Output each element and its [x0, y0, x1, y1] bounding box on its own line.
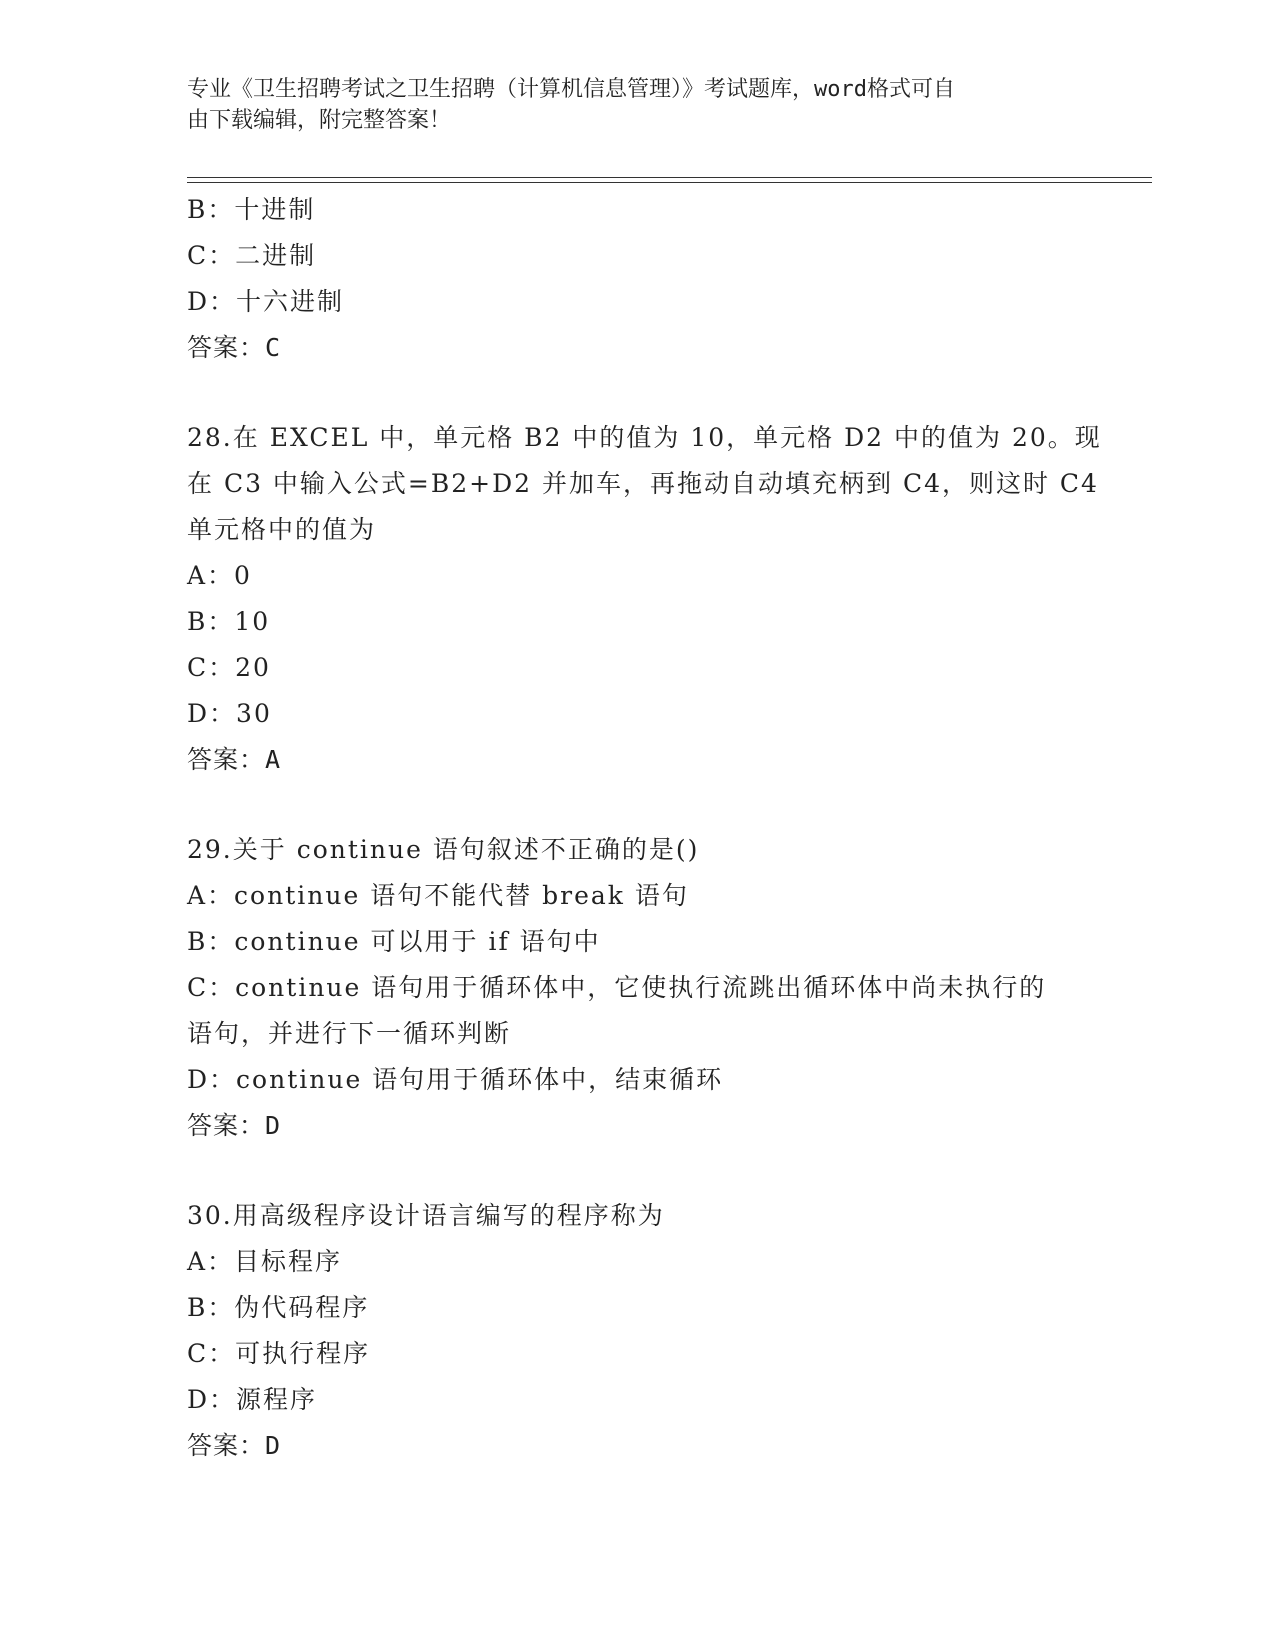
option-d: D：源程序	[187, 1385, 318, 1414]
option-c-line-2: 语句，并进行下一循环判断	[187, 1019, 512, 1048]
option-d: D：30	[187, 699, 272, 728]
option-a: A：continue 语句不能代替 break 语句	[187, 881, 689, 910]
answer-line: 答案：D	[187, 1111, 282, 1140]
option-c-line-1: C：continue 语句用于循环体中，它使执行流跳出循环体中尚未执行的	[187, 973, 1047, 1002]
question-stem-line: 28.在 EXCEL 中，单元格 B2 中的值为 10，单元格 D2 中的值为 20。现	[187, 423, 1102, 452]
document-body	[187, 187, 1102, 1469]
question-stem: 30.用高级程序设计语言编写的程序称为	[187, 1201, 665, 1230]
option-c: C：20	[187, 653, 271, 682]
answer-line: 答案：D	[187, 1431, 282, 1460]
question-30	[187, 1193, 1087, 1469]
document-header	[187, 74, 1087, 136]
answer-line: 答案：C	[187, 333, 282, 362]
spacer	[187, 1149, 1087, 1193]
spacer	[187, 783, 1087, 827]
header-line-2: 由下载编辑，附完整答案！	[187, 108, 452, 133]
option-a: A：目标程序	[187, 1247, 343, 1276]
option-b: B：continue 可以用于 if 语句中	[187, 927, 601, 956]
question-stem-line: 单元格中的值为	[187, 515, 377, 544]
option-b: B：伪代码程序	[187, 1293, 370, 1322]
header-line-1: 专业《卫生招聘考试之卫生招聘（计算机信息管理）》考试题库，word格式可自	[187, 77, 955, 102]
option-d: D：continue 语句用于循环体中，结束循环	[187, 1065, 724, 1094]
question-stem: 29.关于 continue 语句叙述不正确的是()	[187, 835, 700, 864]
answer-line: 答案：A	[187, 745, 282, 774]
header-divider-bottom	[187, 182, 1152, 183]
header-divider-top	[187, 177, 1152, 178]
option-a: A：0	[187, 561, 252, 590]
option-c: C：可执行程序	[187, 1339, 371, 1368]
option-b: B：10	[187, 607, 271, 636]
spacer	[187, 371, 1087, 415]
option-b: B：十进制	[187, 195, 316, 224]
option-d: D：十六进制	[187, 287, 345, 316]
question-28	[187, 415, 1102, 783]
question-27-tail	[187, 187, 1087, 371]
option-c: C：二进制	[187, 241, 317, 270]
question-stem-line: 在 C3 中输入公式=B2+D2 并加车，再拖动自动填充柄到 C4，则这时 C4	[187, 469, 1099, 498]
question-29	[187, 827, 1087, 1149]
